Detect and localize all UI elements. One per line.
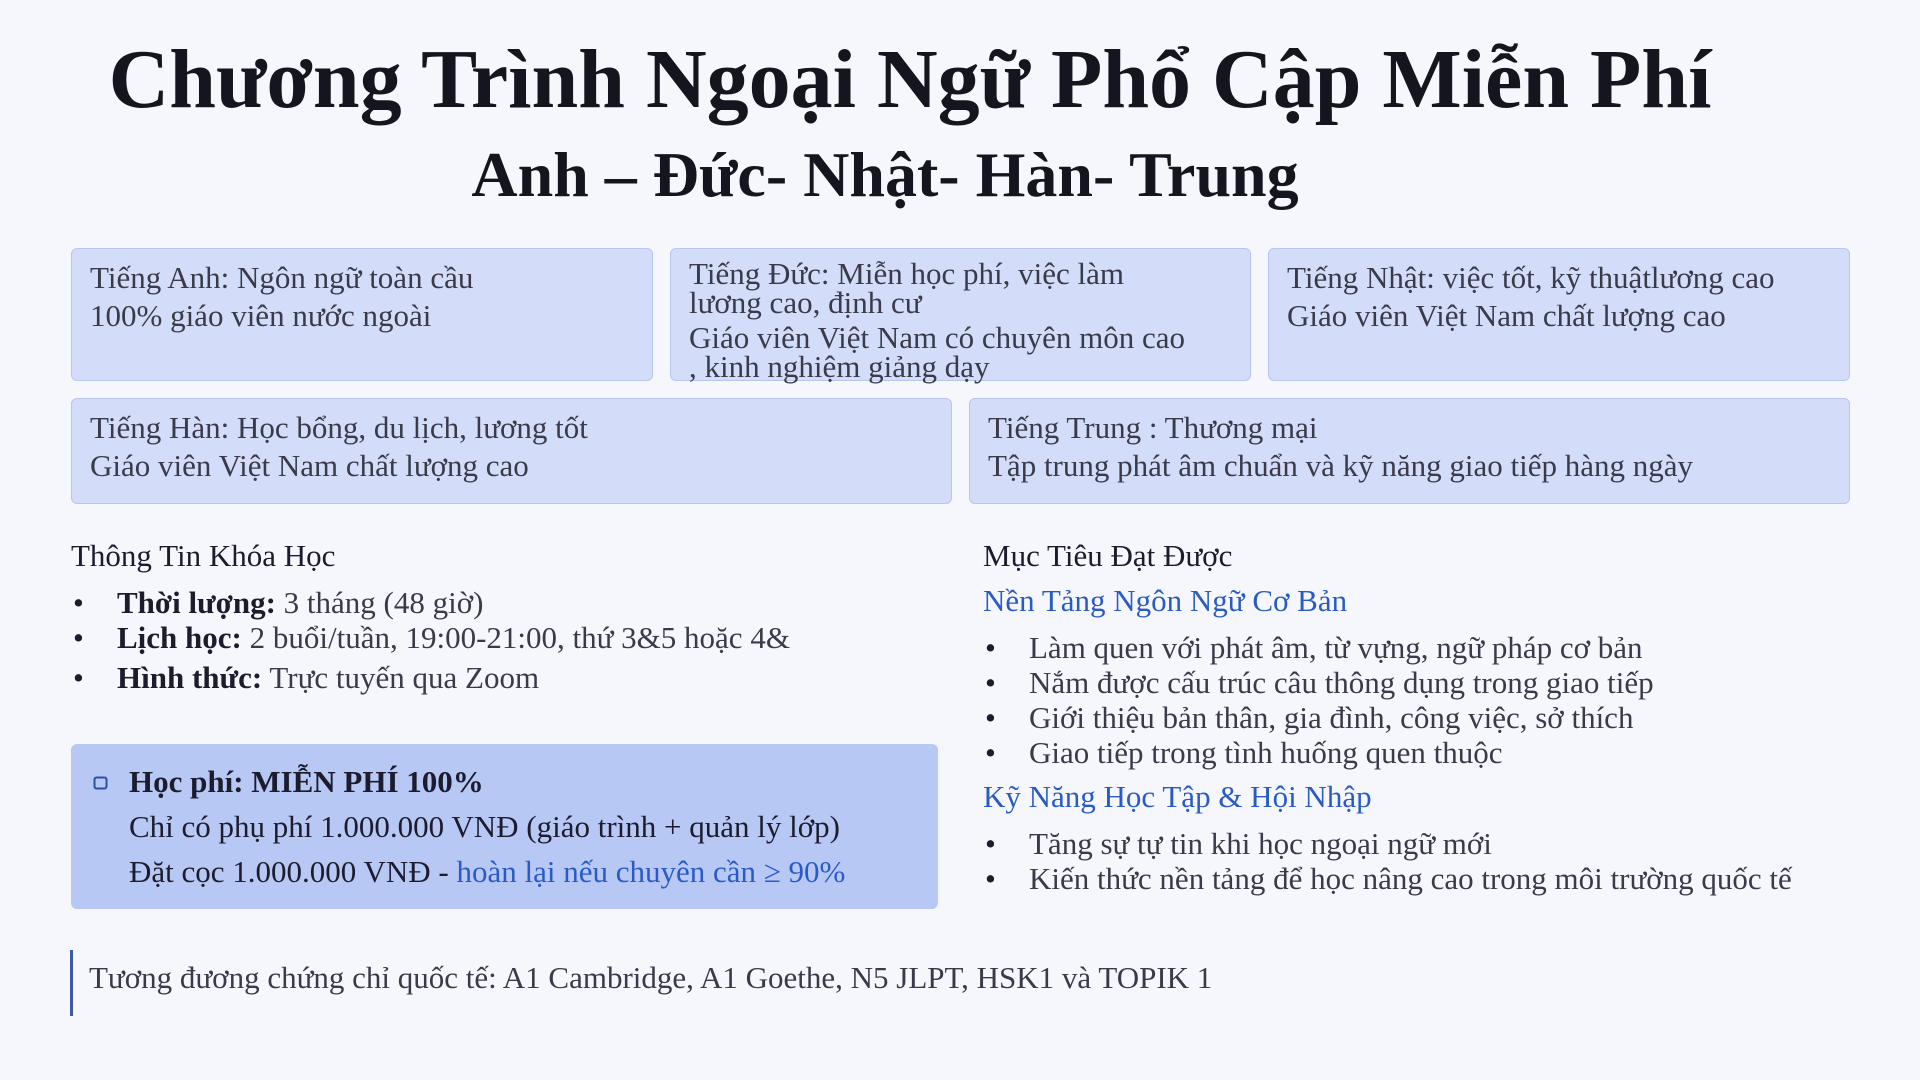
item-label: Hình thức:	[117, 660, 263, 695]
list-item	[71, 585, 790, 620]
list-item: • Làm quen với phát âm, từ vựng, ngữ pháp cơ bản	[983, 630, 1654, 665]
item-label: Lịch học:	[117, 620, 242, 655]
list-item	[71, 620, 790, 655]
card-line: Giáo viên Việt Nam chất lượng cao	[1287, 298, 1726, 333]
list-item: • Giới thiệu bản thân, gia đình, công việc, sở thích	[983, 700, 1654, 735]
card-line: Giáo viên Việt Nam chất lượng cao	[90, 448, 529, 483]
item-value: 2 buổi/tuần, 19:00-21:00, thứ 3&5 hoặc 4&	[241, 620, 790, 655]
certificate-equivalence-note: Tương đương chứng chỉ quốc tế: A1 Cambridge, A1 Goethe, N5 JLPT, HSK1 và TOPIK 1	[89, 960, 1213, 995]
card-line: Tập trung phát âm chuẩn và kỹ năng giao tiếp hàng ngày	[988, 448, 1694, 483]
list-item: • Tăng sự tự tin khi học ngoại ngữ mới	[983, 826, 1792, 861]
goals-title: Mục Tiêu Đạt Được	[983, 538, 1233, 573]
footer-accent-bar	[70, 950, 73, 1016]
fee-line-deposit: Đặt cọc 1.000.000 VNĐ - hoàn lại nếu chuyên cần ≥ 90%	[129, 854, 846, 889]
language-card-korean	[71, 398, 952, 504]
item-value: 3 tháng (48 giờ)	[275, 585, 484, 620]
page-title: Chương Trình Ngoại Ngữ Phổ Cập Miễn Phí	[108, 33, 1712, 126]
card-line: Tiếng Anh: Ngôn ngữ toàn cầu	[90, 260, 474, 295]
language-card-chinese	[969, 398, 1850, 504]
item-value: Trực tuyến qua Zoom	[262, 660, 540, 695]
language-card-german	[670, 248, 1251, 384]
list-item: • Kiến thức nền tảng để học nâng cao trong môi trường quốc tế	[983, 861, 1792, 896]
page-subtitle: Anh – Đức- Nhật- Hàn- Trung	[471, 139, 1299, 210]
goal-list-skills	[983, 826, 1792, 896]
card-line: Tiếng Hàn: Học bổng, du lịch, lương tốt	[90, 410, 588, 445]
goal-group-heading: Nền Tảng Ngôn Ngữ Cơ Bản	[983, 583, 1348, 618]
list-item	[71, 660, 790, 695]
card-line: Tiếng Nhật: việc tốt, kỹ thuậtlương cao	[1287, 260, 1775, 295]
fee-line-surcharge: Chỉ có phụ phí 1.000.000 VNĐ (giáo trình + quản lý lớp)	[129, 809, 840, 844]
card-line: lương cao, định cư	[689, 285, 922, 320]
language-card-japanese	[1268, 248, 1850, 381]
card-line: Tiếng Trung : Thương mại	[988, 410, 1318, 445]
card-line: , kinh nghiệm giảng dạy	[689, 349, 990, 384]
list-item: • Giao tiếp trong tình huống quen thuộc	[983, 735, 1654, 770]
checkbox-square-icon	[93, 775, 109, 796]
refund-condition: hoàn lại nếu chuyên cần ≥ 90%	[456, 854, 846, 889]
item-label: Thời lượng:	[117, 585, 276, 620]
course-info-list	[71, 585, 790, 695]
goal-group-heading: Kỹ Năng Học Tập & Hội Nhập	[983, 779, 1372, 814]
fee-box	[71, 744, 938, 909]
card-line: Tiếng Đức: Miễn học phí, việc làm	[689, 256, 1124, 291]
list-item: • Nắm được cấu trúc câu thông dụng trong giao tiếp	[983, 665, 1654, 700]
goal-list-basics	[983, 630, 1654, 770]
language-card-english	[71, 248, 653, 381]
card-line: 100% giáo viên nước ngoài	[90, 298, 432, 333]
fee-heading: Học phí: MIỄN PHÍ 100%	[129, 764, 484, 799]
course-info-title: Thông Tin Khóa Học	[71, 538, 336, 573]
card-line: Giáo viên Việt Nam có chuyên môn cao	[689, 320, 1185, 355]
